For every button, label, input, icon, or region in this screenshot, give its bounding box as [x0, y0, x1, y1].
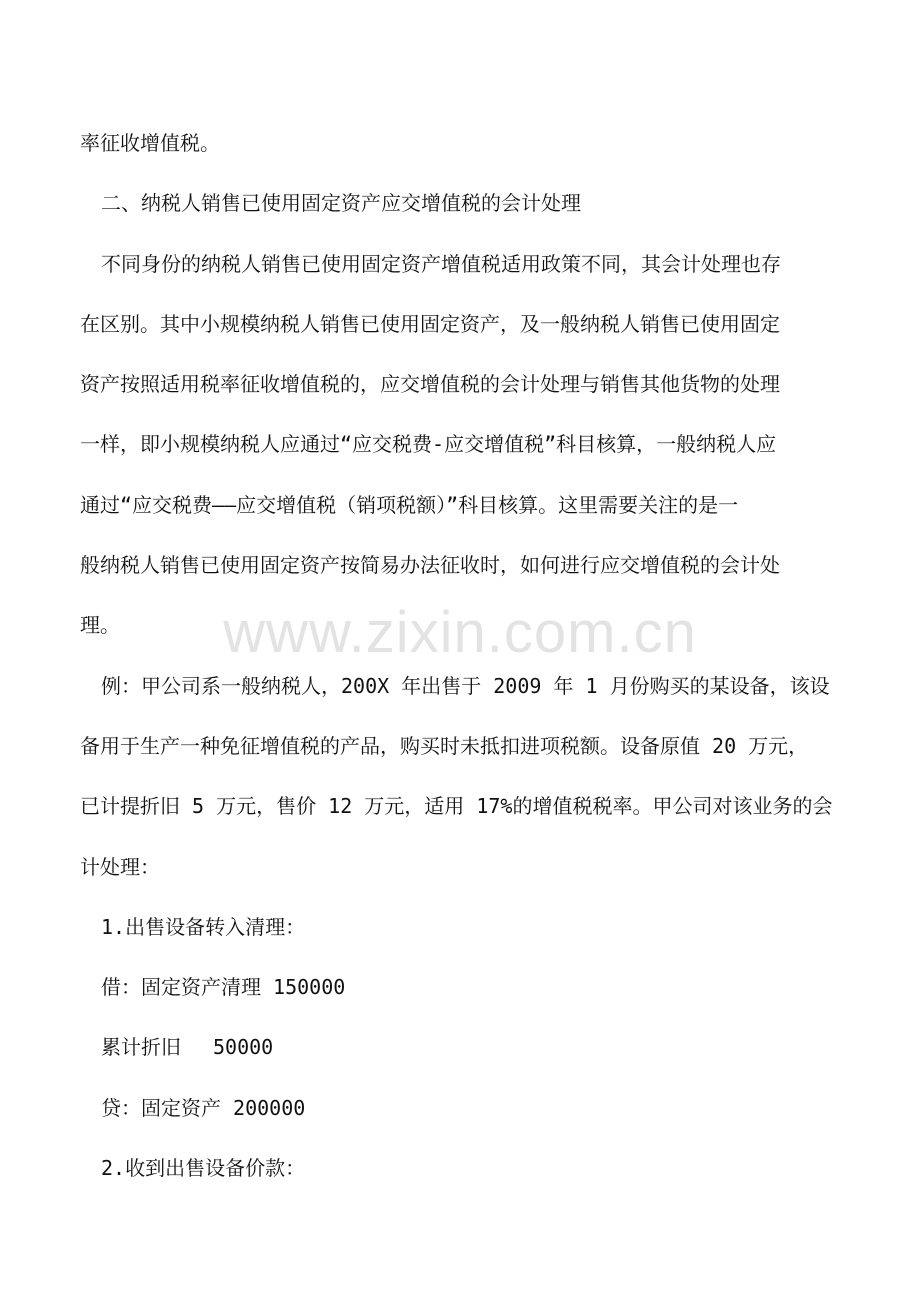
text-line: 资产按照适用税率征收增值税的，应交增值税的会计处理与销售其他货物的处理 — [80, 372, 780, 396]
step-heading: 1.出售设备转入清理： — [101, 915, 306, 939]
text-line: 在区别。其中小规模纳税人销售已使用固定资产，及一般纳税人销售已使用固定 — [80, 312, 780, 336]
text-line: 般纳税人销售已使用固定资产按简易办法征收时，如何进行应交增值税的会计处 — [80, 553, 780, 577]
text-line: 备用于生产一种免征增值税的产品，购买时未抵扣进项税额。设备原值 20 万元， — [80, 734, 809, 758]
text-line: 率征收增值税。 — [80, 131, 220, 155]
text-line: 例：甲公司系一般纳税人，200X 年出售于 2009 年 1 月份购买的某设备，该设 — [101, 674, 830, 698]
text-line: 一样，即小规模纳税人应通过“应交税费-应交增值税”科目核算，一般纳税人应 — [80, 432, 777, 456]
amount: 50000 — [213, 1035, 274, 1059]
journal-entry-debit: 借：固定资产清理 150000 — [101, 975, 346, 999]
section-heading: 二、纳税人销售已使用固定资产应交增值税的会计处理 — [101, 191, 581, 215]
step-heading: 2.收到出售设备价款： — [101, 1156, 306, 1180]
text-line: 计处理： — [80, 855, 160, 879]
text-line: 不同身份的纳税人销售已使用固定资产增值税适用政策不同，其会计处理也存 — [101, 252, 781, 276]
watermark: www.zixin.com.cn — [223, 600, 697, 665]
journal-entry-debit-2 — [101, 1033, 273, 1061]
journal-entry-credit: 贷：固定资产 200000 — [101, 1096, 306, 1120]
text-line: 理。 — [80, 613, 120, 637]
text-line: 通过“应交税费——应交增值税（销项税额）”科目核算。这里需要关注的是一 — [80, 493, 739, 517]
text-line: 已计提折旧 5 万元，售价 12 万元，适用 17%的增值税税率。甲公司对该业务的会 — [80, 794, 833, 818]
account-name: 累计折旧 — [101, 1035, 181, 1059]
